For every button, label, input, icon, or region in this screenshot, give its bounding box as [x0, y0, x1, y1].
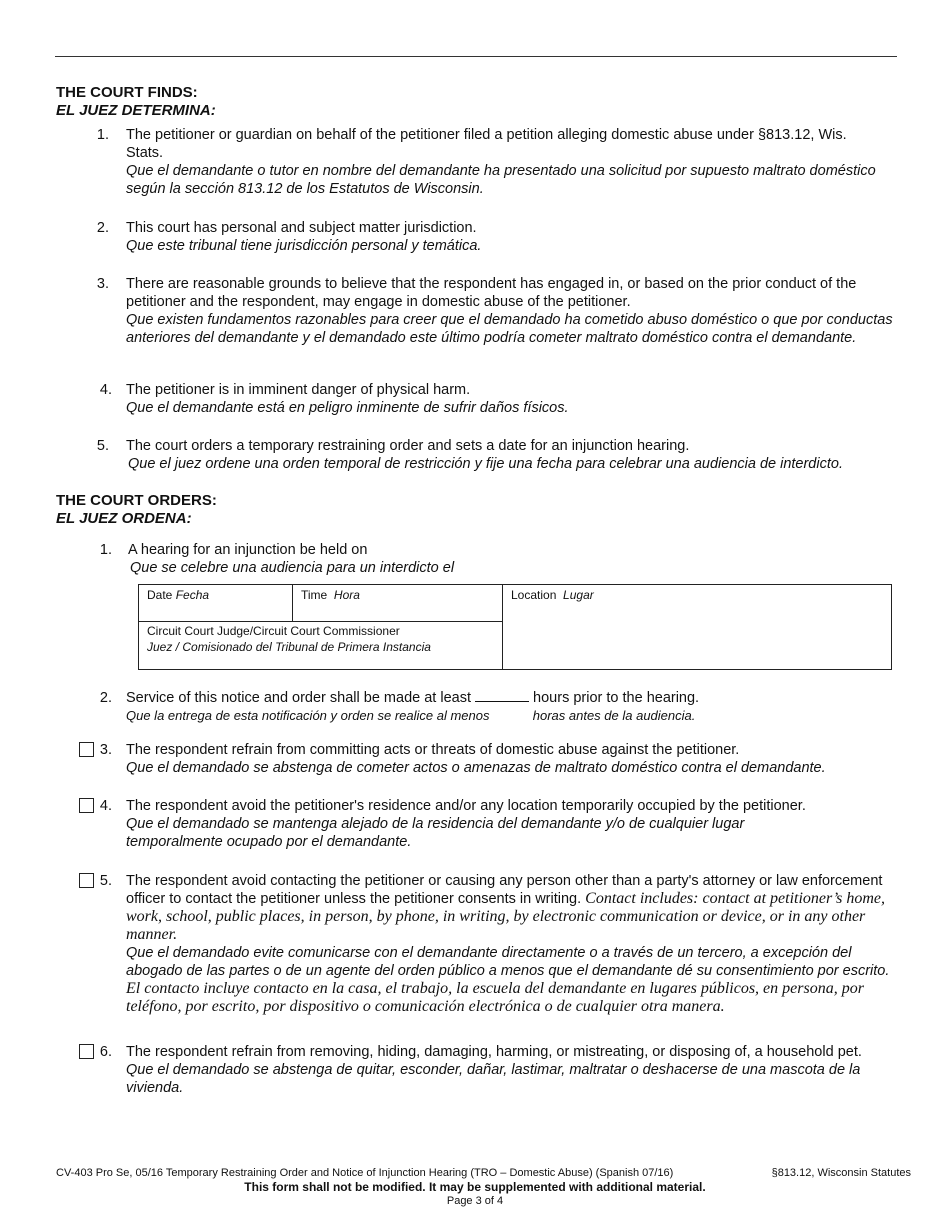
- orders-item-5: [126, 872, 891, 1016]
- orders-item-4-es: Que el demandado se mantenga alejado de la residencia del demandante y/o de cualquier lugar temporalmente ocupado por el demandante.: [126, 816, 745, 850]
- orders-item-5-en-contact: Contact includes: contact at petitioner’s home, work, school, public places, in person, by phone, in writing, by electronic communication or device, or in any other manner.: [126, 890, 885, 943]
- court-orders-heading-en: THE COURT ORDERS:: [56, 492, 217, 509]
- orders-item-6-en: The respondent refrain from removing, hiding, damaging, harming, or mistreating, or disposing of, a household pet.: [126, 1044, 862, 1060]
- time-label-es: Hora: [333, 588, 360, 602]
- finds-item-4-number: 4.: [99, 382, 112, 398]
- orders-item-2-es-before: Que la entrega de esta notificación y orden se realice al menos: [126, 708, 490, 723]
- orders-item-2-number: 2.: [99, 690, 112, 706]
- orders-item-5-number: 5.: [99, 873, 112, 889]
- hours-blank-field[interactable]: [475, 689, 529, 702]
- orders-item-1-es: Que se celebre una audiencia para un interdicto el: [130, 560, 455, 576]
- date-label-es: Fecha: [175, 588, 210, 602]
- orders-item-6-es: Que el demandado se abstenga de quitar, esconder, dañar, lastimar, maltratar o deshacerse de una mascota de la vivienda.: [126, 1062, 861, 1096]
- court-finds-heading-en: THE COURT FINDS:: [56, 84, 198, 101]
- table-divider-date-time: [292, 585, 293, 621]
- orders-item-4-en: The respondent avoid the petitioner's residence and/or any location temporarily occupied by the petitioner.: [126, 798, 806, 814]
- location-label: Location: [511, 588, 557, 602]
- finds-item-1-en: The petitioner or guardian on behalf of the petitioner filed a petition alleging domestic abuse under §813.12, Wis. Stats.: [126, 127, 847, 161]
- orders-item-5-es: [126, 944, 891, 1016]
- court-orders-heading: [56, 492, 217, 528]
- table-divider-row: [139, 621, 502, 622]
- finds-item-3: [126, 275, 906, 347]
- finds-item-3-number: 3.: [96, 276, 109, 292]
- finds-item-5-en: The court orders a temporary restraining order and sets a date for an injunction hearing.: [126, 438, 690, 454]
- finds-item-1: [126, 126, 886, 198]
- finds-item-2-number: 2.: [96, 220, 109, 236]
- finds-item-4-en: The petitioner is in imminent danger of physical harm.: [126, 382, 471, 398]
- finds-item-2-es: Que este tribunal tiene jurisdicción personal y temática.: [126, 238, 482, 254]
- table-divider-location: [502, 585, 503, 669]
- finds-item-1-es: Que el demandante o tutor en nombre del demandante ha presentado una solicitud por supuesto maltrato doméstico según la sección 813.12 de los Estatutos de Wisconsin.: [126, 163, 876, 197]
- hearing-table: [138, 584, 892, 670]
- orders-item-5-en: [126, 872, 891, 944]
- finds-item-5-es: Que el juez ordene una orden temporal de restricción y fije una fecha para celebrar una audiencia de interdicto.: [128, 456, 843, 472]
- date-field[interactable]: [147, 587, 209, 603]
- orders-item-4-number: 4.: [99, 798, 112, 814]
- orders-item-2: [126, 689, 906, 725]
- orders-item-3-number: 3.: [99, 742, 112, 758]
- orders-item-2-es-after: horas antes de la audiencia.: [532, 708, 696, 723]
- orders-item-1-number: 1.: [99, 542, 112, 558]
- location-label-es: Lugar: [563, 588, 594, 602]
- orders-item-1-en: A hearing for an injunction be held on: [128, 542, 368, 558]
- top-rule: [55, 56, 897, 57]
- finds-item-4: [126, 381, 906, 417]
- finds-item-1-number: 1.: [96, 127, 109, 143]
- orders-item-4: [126, 797, 866, 851]
- finds-item-5: [126, 437, 926, 473]
- footer-statute: §813.12, Wisconsin Statutes: [771, 1167, 911, 1179]
- court-finds-heading: [56, 84, 216, 120]
- orders-item-5-es-contact: El contacto incluye contacto en la casa, el trabajo, la escuela del demandante en lugares públicos, en persona, por teléfono, por escrito, por dispositivo o comunicación electrónica o de cualquier otra manera.: [126, 980, 864, 1015]
- orders-item-2-en-before: Service of this notice and order shall be made at least: [126, 690, 471, 706]
- court-finds-heading-es: EL JUEZ DETERMINA:: [56, 102, 216, 119]
- judge-field[interactable]: [147, 623, 431, 655]
- footer-page-number: Page 3 of 4: [446, 1195, 504, 1207]
- orders-item-3-es: Que el demandado se abstenga de cometer actos o amenazas de maltrato doméstico contra el demandante.: [126, 760, 826, 776]
- orders-item-5-es-main: Que el demandado evite comunicarse con el demandante directamente o a través de un tercero, a excepción del abogado de las partes o de un agente del orden público a menos que el demandante dé su consentimiento por escrito.: [126, 945, 890, 979]
- finds-item-3-en: There are reasonable grounds to believe that the respondent has engaged in, or based on the prior conduct of the petitioner and the respondent, may engage in domestic abuse of the petitioner.: [126, 276, 857, 310]
- orders-item-2-en-after: hours prior to the hearing.: [533, 690, 700, 706]
- finds-item-2-en: This court has personal and subject matter jurisdiction.: [126, 220, 477, 236]
- date-label: Date: [147, 588, 173, 602]
- orders-item-6-number: 6.: [99, 1044, 112, 1060]
- footer-notice: This form shall not be modified. It may be supplemented with additional material.: [244, 1180, 706, 1194]
- orders-item-2-es: [126, 707, 906, 725]
- finds-item-5-number: 5.: [96, 438, 109, 454]
- orders-item-1: [128, 541, 908, 577]
- court-orders-heading-es: EL JUEZ ORDENA:: [56, 510, 192, 527]
- footer-form-id: CV-403 Pro Se, 05/16 Temporary Restraining Order and Notice of Injunction Hearing (TRO – Domestic Abuse) (Spanish 07/16): [56, 1167, 674, 1179]
- orders-item-5-en-main: The respondent avoid contacting the petitioner or causing any person other than a party's attorney or law enforcement officer to contact the petitioner unless the petitioner consents in writing.: [126, 873, 883, 907]
- orders-item-6: [126, 1043, 901, 1097]
- time-field[interactable]: [301, 587, 360, 603]
- orders-item-3: [126, 741, 906, 777]
- finds-item-2: [126, 219, 906, 255]
- orders-item-3-en: The respondent refrain from committing acts or threats of domestic abuse against the petitioner.: [126, 742, 740, 758]
- finds-item-4-es: Que el demandante está en peligro inminente de sufrir daños físicos.: [126, 400, 569, 416]
- location-field[interactable]: [511, 587, 594, 603]
- time-label: Time: [301, 588, 328, 602]
- judge-label: Circuit Court Judge/Circuit Court Commissioner: [147, 624, 400, 638]
- finds-item-3-es: Que existen fundamentos razonables para creer que el demandado ha cometido abuso doméstico o que por conductas anteriores del demandante y el demandado este último podría cometer maltrato doméstico contra el demandante.: [126, 312, 893, 346]
- judge-label-es: Juez / Comisionado del Tribunal de Primera Instancia: [147, 640, 431, 654]
- orders-item-2-en: [126, 689, 906, 707]
